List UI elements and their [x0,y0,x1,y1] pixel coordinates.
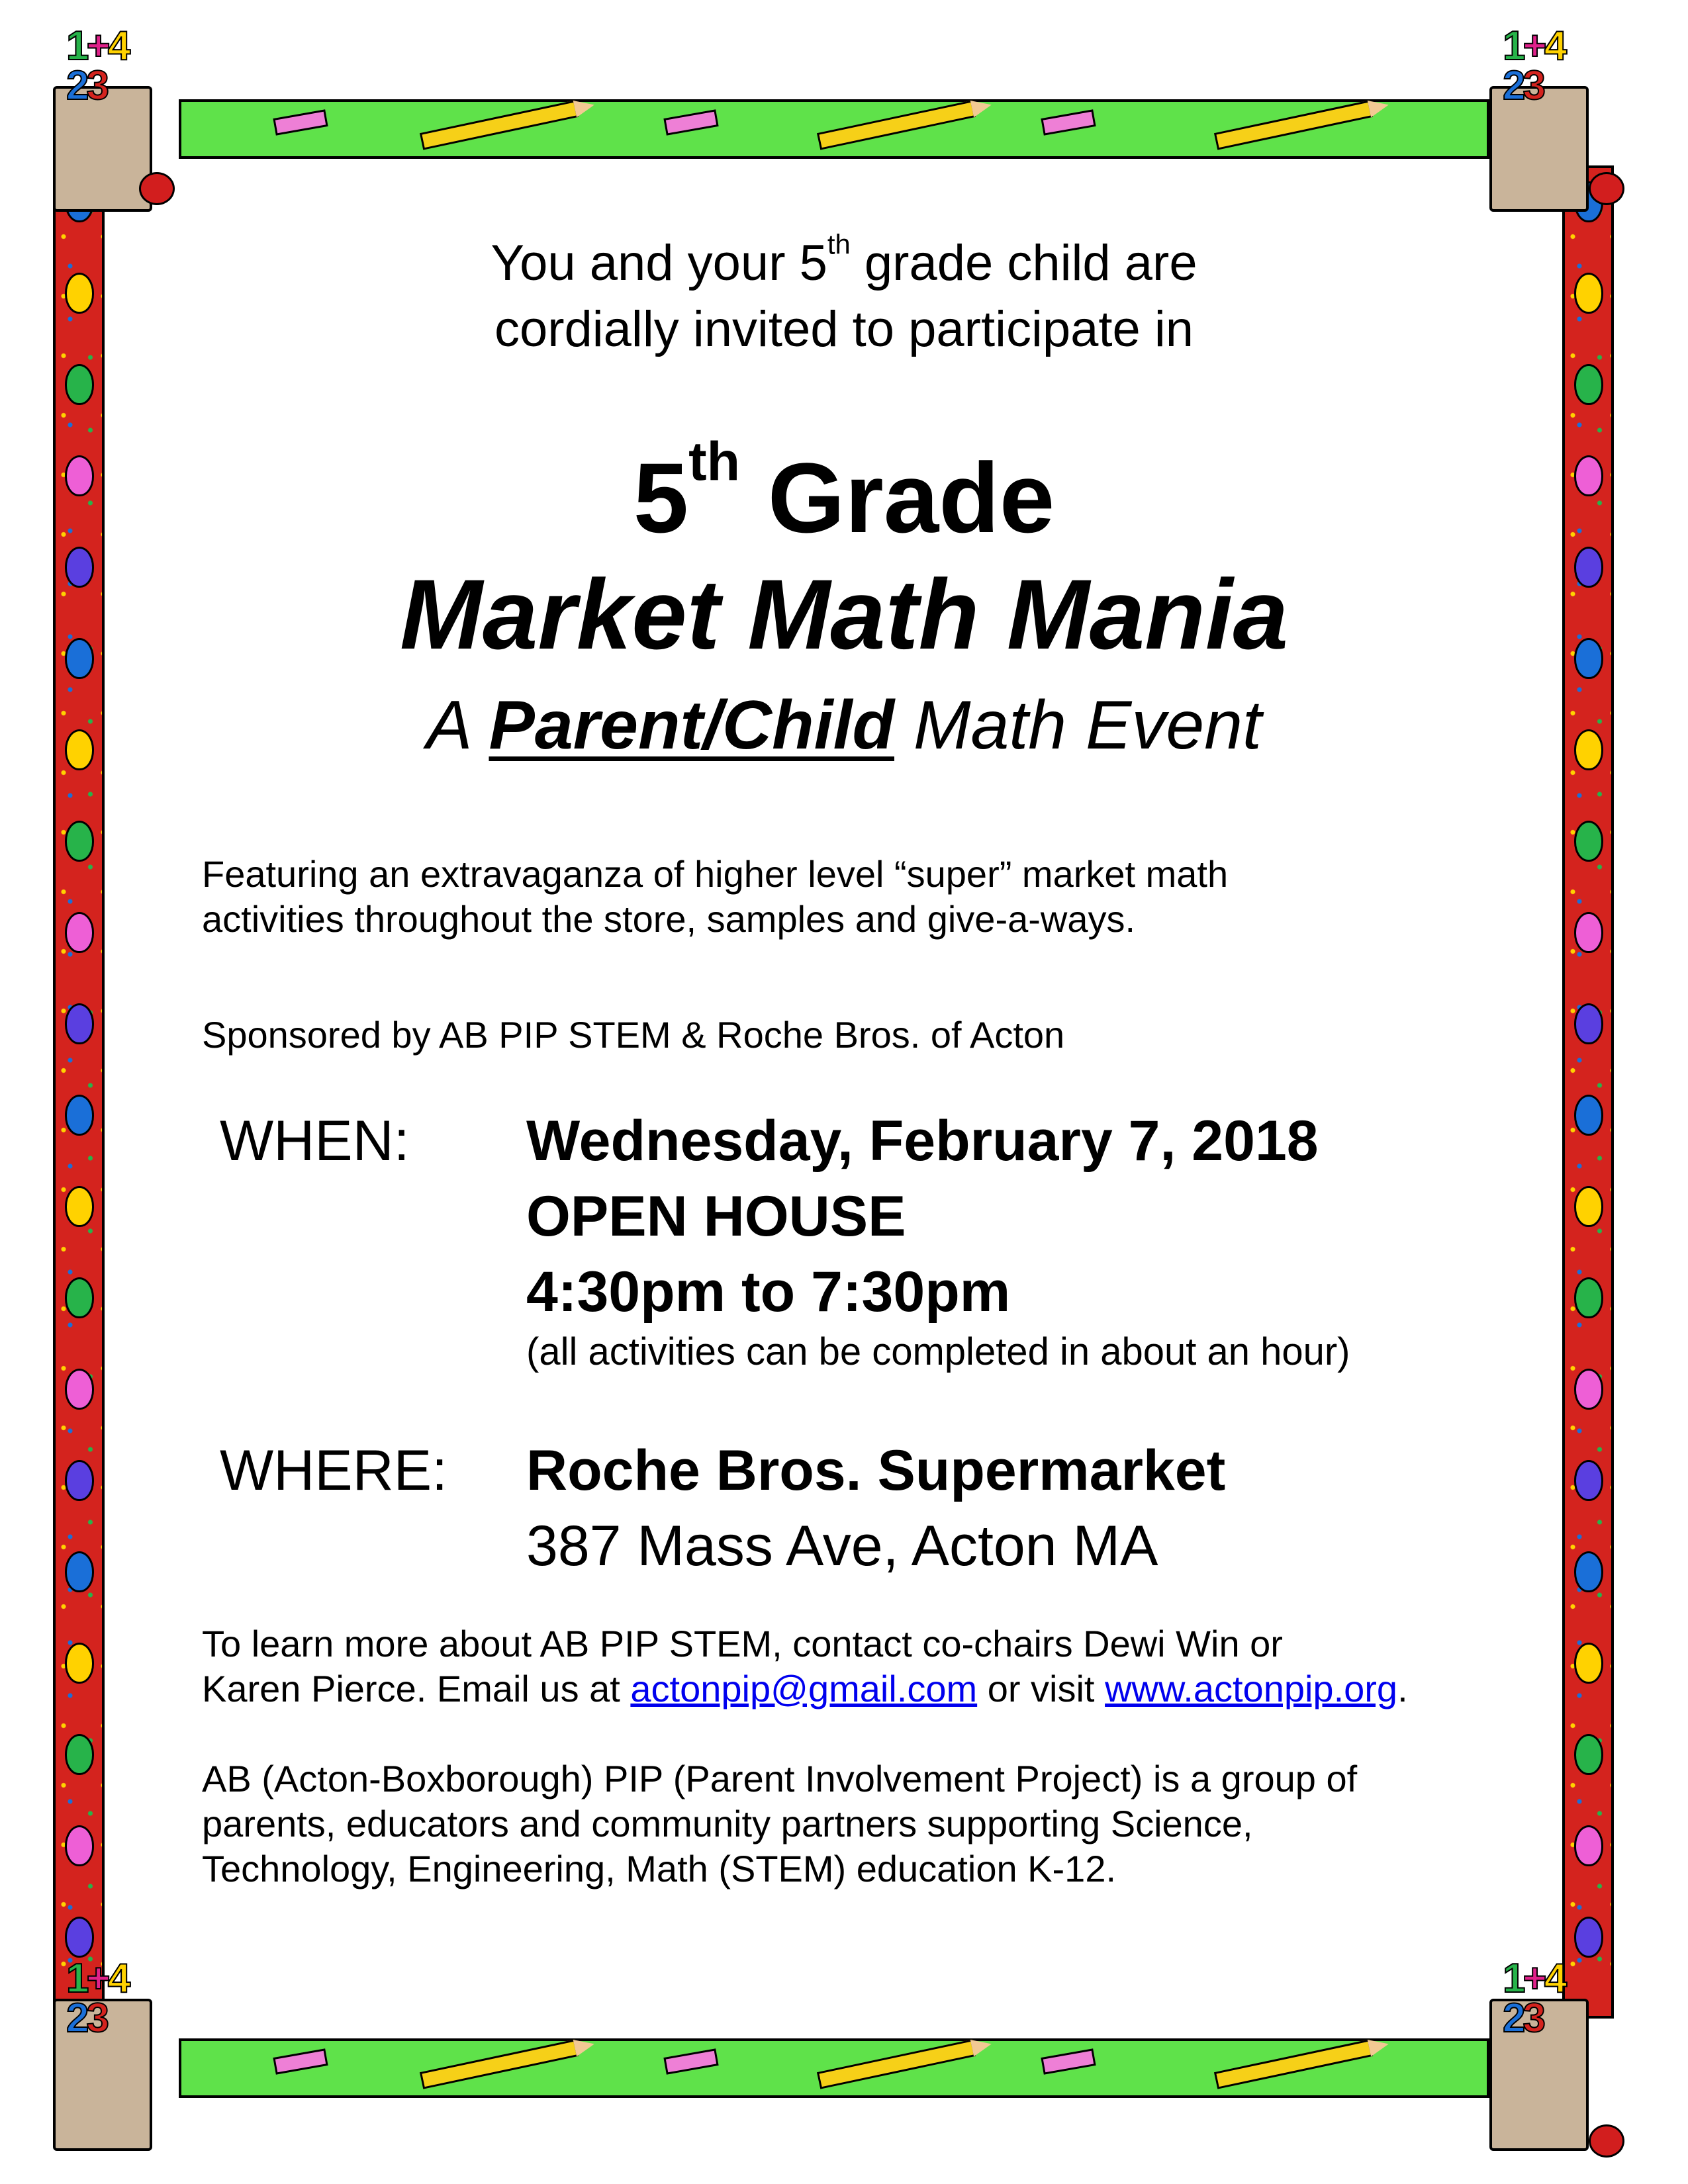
grade-heading: 5th Grade [633,431,1055,553]
parent-child-emphasis: Parent/Child [489,687,894,764]
venue-address: 387 Mass Ave, Acton MA [526,1514,1158,1578]
sponsor-line: Sponsored by AB PIP STEM & Roche Bros. of Acton [202,1014,1065,1056]
numbers-icon: 1+4 23 [1503,23,1565,109]
email-link[interactable]: actonpip@gmail.com [630,1668,978,1709]
numbers-icon: 1+4 23 [1503,1956,1565,2041]
event-time: 4:30pm to 7:30pm [526,1260,1011,1324]
when-label: WHEN: [220,1109,410,1173]
event-duration-note: (all activities can be completed in about an hour) [526,1330,1350,1373]
numbers-icon: 1+4 23 [66,23,128,109]
featuring-paragraph: Featuring an extravaganza of higher level “super” market math activities throughout the store, samples and give-a-ways. [202,853,1229,940]
invitation-text [0,230,1688,363]
event-subtitle: A Parent/Child Math Event [426,687,1262,764]
numbers-icon: 1+4 23 [66,1956,128,2041]
invitation-line-1: You and your 5th grade child are [491,228,1197,291]
website-link[interactable]: www.actonpip.org [1105,1668,1398,1709]
where-label: WHERE: [220,1439,447,1502]
about-paragraph: AB (Acton-Boxborough) PIP (Parent Involvement Project) is a group of parents, educators and community partners supporting Science, Technology, Engineering, Math (STEM) education K-12. [202,1758,1358,1889]
event-date: Wednesday, February 7, 2018 [526,1109,1319,1173]
venue-name: Roche Bros. Supermarket [526,1439,1226,1502]
contact-paragraph: To learn more about AB PIP STEM, contact co-chairs Dewi Win or Karen Pierce. Email us at actonpip@gmail.com or visit www.actonpip.org. [202,1623,1408,1709]
event-title: Market Math Mania [400,559,1288,670]
event-type: OPEN HOUSE [526,1185,906,1248]
invitation-line-2: cordially invited to participate in [494,301,1194,357]
